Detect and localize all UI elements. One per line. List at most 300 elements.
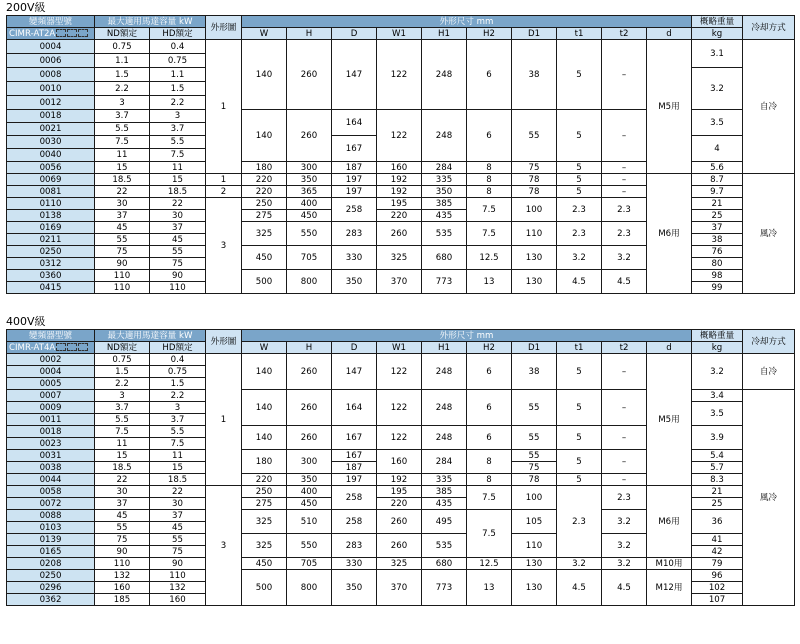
hd-cell: 37 <box>150 510 206 522</box>
hd-cell: 7.5 <box>150 149 206 162</box>
header-weight: 概略重量 <box>692 330 743 342</box>
weight-cell: 5.6 <box>692 162 743 174</box>
model-cell: 0250 <box>7 570 95 582</box>
dim-cell: 284 <box>422 162 467 174</box>
dim-cell: – <box>602 474 647 486</box>
dim-cell: 325 <box>242 510 287 534</box>
nd-cell: 1.1 <box>95 54 150 68</box>
weight-cell: 42 <box>692 546 743 558</box>
model-cell: 0023 <box>7 438 95 450</box>
model-cell: 0018 <box>7 110 95 123</box>
header-dim-d: D <box>332 28 377 40</box>
header-dim-h2: H2 <box>467 28 512 40</box>
dim-cell: 7.5 <box>467 510 512 558</box>
dim-cell: 7.5 <box>467 198 512 222</box>
dim-cell: 350 <box>332 570 377 606</box>
hd-cell: 3 <box>150 402 206 414</box>
header-dim-t1: t1 <box>557 342 602 354</box>
dim-cell: 75 <box>512 462 557 474</box>
nd-cell: 15 <box>95 450 150 462</box>
dim-cell: 335 <box>422 474 467 486</box>
dim-cell: 260 <box>377 534 422 558</box>
nd-cell: 18.5 <box>95 462 150 474</box>
header-dim-w: W <box>242 28 287 40</box>
nd-cell: 3 <box>95 96 150 110</box>
dim-cell: 2.3 <box>602 486 647 510</box>
weight-cell: 5.4 <box>692 450 743 462</box>
weight-cell: 107 <box>692 594 743 606</box>
model-cell: 0081 <box>7 186 95 198</box>
weight-cell: 3.1 <box>692 40 743 68</box>
spec-table-200v <box>6 15 795 294</box>
nd-cell: 15 <box>95 162 150 174</box>
dim-cell: 7.5 <box>467 222 512 246</box>
weight-cell: 3.2 <box>692 354 743 390</box>
dim-cell: 55 <box>512 390 557 426</box>
weight-cell: 25 <box>692 210 743 222</box>
dim-cell: 197 <box>332 474 377 486</box>
model-cell: 0011 <box>7 414 95 426</box>
dim-cell: 8 <box>467 474 512 486</box>
nd-cell: 5.5 <box>95 123 150 136</box>
dim-cell: M10用 <box>647 558 692 570</box>
dim-cell: 195 <box>377 486 422 498</box>
dim-cell: M12用 <box>647 570 692 606</box>
hd-cell: 22 <box>150 486 206 498</box>
hd-cell: 5.5 <box>150 136 206 149</box>
dim-cell: 2.3 <box>602 198 647 222</box>
weight-cell: 4 <box>692 136 743 162</box>
dim-cell: 258 <box>332 486 377 510</box>
dim-cell: 248 <box>422 354 467 390</box>
dim-cell: 100 <box>512 486 557 510</box>
dim-cell: – <box>602 390 647 426</box>
model-cell: 0012 <box>7 96 95 110</box>
nd-cell: 110 <box>95 558 150 570</box>
dim-cell: 122 <box>377 390 422 426</box>
nd-cell: 90 <box>95 546 150 558</box>
dim-cell: 300 <box>287 450 332 474</box>
dim-cell: 365 <box>287 186 332 198</box>
model-code: CIMR-AT4A <box>9 342 56 353</box>
nd-cell: 7.5 <box>95 136 150 149</box>
dim-cell: 164 <box>332 110 377 136</box>
header-weight-unit: kg <box>692 342 743 354</box>
dim-cell: 5 <box>557 354 602 390</box>
weight-cell: 41 <box>692 534 743 546</box>
dim-cell: 187 <box>332 162 377 174</box>
model-cell: 0056 <box>7 162 95 174</box>
model-cell: 0165 <box>7 546 95 558</box>
dim-cell: 6 <box>467 110 512 162</box>
dim-cell: 248 <box>422 110 467 162</box>
hd-cell: 18.5 <box>150 186 206 198</box>
dim-cell: 550 <box>287 222 332 246</box>
dim-cell: 283 <box>332 222 377 246</box>
dim-cell: 800 <box>287 270 332 294</box>
nd-cell: 11 <box>95 438 150 450</box>
dim-cell: 284 <box>422 450 467 474</box>
dim-cell: 330 <box>332 558 377 570</box>
dim-cell: 3.2 <box>557 558 602 570</box>
dim-cell: 6 <box>467 354 512 390</box>
header-dim-d: d <box>647 342 692 354</box>
dim-cell: 192 <box>377 186 422 198</box>
dim-cell: 6 <box>467 426 512 450</box>
dim-cell: 8 <box>467 162 512 174</box>
weight-cell: 3.5 <box>692 110 743 136</box>
shape-cell: 1 <box>206 174 242 186</box>
dim-cell: 140 <box>242 426 287 450</box>
dim-cell: 385 <box>422 198 467 210</box>
dim-cell: 5 <box>557 450 602 474</box>
dim-cell: 220 <box>242 174 287 186</box>
dim-cell: 2.3 <box>557 486 602 558</box>
hd-cell: 110 <box>150 570 206 582</box>
dim-cell: 164 <box>332 390 377 426</box>
header-dim-w1: W1 <box>377 28 422 40</box>
model-code-placeholder-box <box>56 29 66 37</box>
dim-cell: 325 <box>377 246 422 270</box>
dim-cell: 220 <box>242 474 287 486</box>
model-cell: 0169 <box>7 222 95 234</box>
shape-cell: 2 <box>206 186 242 198</box>
weight-cell: 21 <box>692 198 743 210</box>
header-dim-h2: H2 <box>467 342 512 354</box>
dim-cell: 325 <box>242 534 287 558</box>
dim-cell: 705 <box>287 558 332 570</box>
dim-cell: 800 <box>287 570 332 606</box>
dim-cell: 4.5 <box>602 270 647 294</box>
hd-cell: 37 <box>150 222 206 234</box>
dim-cell: 8 <box>467 174 512 186</box>
header-dim-d: d <box>647 28 692 40</box>
shape-cell: 1 <box>206 40 242 174</box>
hd-cell: 22 <box>150 198 206 210</box>
dim-cell: 550 <box>287 534 332 558</box>
nd-cell: 18.5 <box>95 174 150 186</box>
model-cell: 0110 <box>7 198 95 210</box>
dim-cell: 283 <box>332 534 377 558</box>
dim-cell: 140 <box>242 390 287 426</box>
dim-cell: 192 <box>377 474 422 486</box>
model-code-placeholder-box <box>78 29 88 37</box>
dim-cell: 130 <box>512 570 557 606</box>
dim-cell: 100 <box>512 198 557 222</box>
hd-cell: 160 <box>150 594 206 606</box>
dim-cell: 3.2 <box>602 510 647 534</box>
nd-cell: 110 <box>95 270 150 282</box>
model-cell: 0138 <box>7 210 95 222</box>
header-dim-t2: t2 <box>602 28 647 40</box>
header-dim-t2: t2 <box>602 342 647 354</box>
dim-cell: 78 <box>512 474 557 486</box>
dim-cell: 450 <box>242 246 287 270</box>
model-cell: 0312 <box>7 258 95 270</box>
dim-cell: 140 <box>242 354 287 390</box>
nd-cell: 45 <box>95 222 150 234</box>
dim-cell: 275 <box>242 210 287 222</box>
header-model: 變頻器型號 <box>7 330 95 342</box>
dim-cell: 38 <box>512 354 557 390</box>
dim-cell: 13 <box>467 570 512 606</box>
header-model-code <box>7 342 95 354</box>
dim-cell: 220 <box>242 186 287 198</box>
header-dim-h: H <box>287 342 332 354</box>
dim-cell: M5用 <box>647 354 692 486</box>
dim-cell: 385 <box>422 486 467 498</box>
model-cell: 0069 <box>7 174 95 186</box>
dim-cell: 78 <box>512 174 557 186</box>
nd-cell: 22 <box>95 186 150 198</box>
model-cell: 0004 <box>7 366 95 378</box>
weight-cell: 3.9 <box>692 426 743 450</box>
dim-cell: 4.5 <box>557 270 602 294</box>
dim-cell: 325 <box>242 222 287 246</box>
model-code: CIMR-AT2A <box>9 28 56 39</box>
nd-cell: 160 <box>95 582 150 594</box>
dim-cell: 5 <box>557 186 602 198</box>
hd-cell: 75 <box>150 258 206 270</box>
nd-cell: 110 <box>95 282 150 294</box>
hd-cell: 15 <box>150 174 206 186</box>
dim-cell: 197 <box>332 174 377 186</box>
model-cell: 0072 <box>7 498 95 510</box>
weight-cell: 102 <box>692 582 743 594</box>
dim-cell: 5 <box>557 426 602 450</box>
hd-cell: 3.7 <box>150 414 206 426</box>
dim-cell: 3.2 <box>602 246 647 270</box>
hd-cell: 5.5 <box>150 426 206 438</box>
hd-cell: 132 <box>150 582 206 594</box>
nd-cell: 75 <box>95 246 150 258</box>
dim-cell: 8 <box>467 450 512 474</box>
cooling-cell: 自冷 <box>743 40 795 174</box>
dim-cell: 130 <box>512 246 557 270</box>
dim-cell: 330 <box>332 246 377 270</box>
weight-cell: 38 <box>692 234 743 246</box>
dim-cell: 167 <box>332 426 377 450</box>
model-cell: 0005 <box>7 378 95 390</box>
dim-cell: 2.3 <box>557 222 602 246</box>
dim-cell: 248 <box>422 40 467 110</box>
weight-cell: 8.7 <box>692 174 743 186</box>
shape-cell: 3 <box>206 486 242 606</box>
header-weight: 概略重量 <box>692 16 743 28</box>
dim-cell: 260 <box>287 426 332 450</box>
dim-cell: 7.5 <box>467 486 512 510</box>
header-model: 變頻器型號 <box>7 16 95 28</box>
weight-cell: 8.3 <box>692 474 743 486</box>
hd-cell: 1.5 <box>150 82 206 96</box>
weight-cell: 98 <box>692 270 743 282</box>
dim-cell: 197 <box>332 186 377 198</box>
dim-cell: 260 <box>287 354 332 390</box>
header-capacity: 最大適用馬達容量 kW <box>95 330 206 342</box>
hd-cell: 75 <box>150 546 206 558</box>
dim-cell: 2.3 <box>557 198 602 222</box>
dim-cell: 260 <box>287 110 332 162</box>
model-cell: 0415 <box>7 282 95 294</box>
dim-cell: – <box>602 354 647 390</box>
nd-cell: 5.5 <box>95 414 150 426</box>
dim-cell: 5 <box>557 390 602 426</box>
model-cell: 0038 <box>7 462 95 474</box>
dim-cell: 122 <box>377 40 422 110</box>
dim-cell: 8 <box>467 186 512 198</box>
nd-cell: 3.7 <box>95 110 150 123</box>
hd-cell: 45 <box>150 522 206 534</box>
dim-cell: 535 <box>422 222 467 246</box>
dim-cell: 248 <box>422 390 467 426</box>
model-cell: 0007 <box>7 390 95 402</box>
hd-cell: 2.2 <box>150 96 206 110</box>
model-code-placeholder-box <box>67 343 77 351</box>
nd-cell: 11 <box>95 149 150 162</box>
model-cell: 0008 <box>7 68 95 82</box>
dim-cell: – <box>602 450 647 474</box>
dim-cell: 535 <box>422 534 467 558</box>
hd-cell: 1.1 <box>150 68 206 82</box>
dim-cell: – <box>602 186 647 198</box>
dim-cell: 5 <box>557 40 602 110</box>
dim-cell: 773 <box>422 570 467 606</box>
nd-cell: 2.2 <box>95 82 150 96</box>
dim-cell: 258 <box>332 198 377 222</box>
dim-cell: 350 <box>332 270 377 294</box>
dim-cell: 3.2 <box>602 534 647 558</box>
dim-cell: 147 <box>332 354 377 390</box>
header-cooling: 冷却方式 <box>743 16 795 40</box>
model-cell: 0031 <box>7 450 95 462</box>
header-capacity: 最大適用馬達容量 kW <box>95 16 206 28</box>
weight-cell: 3.2 <box>692 68 743 110</box>
dim-cell: 12.5 <box>467 558 512 570</box>
model-cell: 0006 <box>7 54 95 68</box>
cooling-cell: 自冷 <box>743 354 795 390</box>
nd-cell: 75 <box>95 534 150 546</box>
hd-cell: 30 <box>150 498 206 510</box>
model-cell: 0044 <box>7 474 95 486</box>
dim-cell: 258 <box>332 510 377 534</box>
weight-cell: 5.7 <box>692 462 743 474</box>
model-cell: 0004 <box>7 40 95 54</box>
dim-cell: 5 <box>557 110 602 162</box>
dim-cell: – <box>602 162 647 174</box>
header-nd: ND額定 <box>95 342 150 354</box>
dim-cell: 147 <box>332 40 377 110</box>
nd-cell: 37 <box>95 498 150 510</box>
dim-cell: 130 <box>512 558 557 570</box>
nd-cell: 7.5 <box>95 426 150 438</box>
dim-cell: 335 <box>422 174 467 186</box>
dim-cell: 167 <box>332 136 377 162</box>
dim-cell: 400 <box>287 198 332 210</box>
dim-cell: 450 <box>287 210 332 222</box>
dim-cell: 450 <box>287 498 332 510</box>
hd-cell: 0.4 <box>150 40 206 54</box>
nd-cell: 22 <box>95 474 150 486</box>
hd-cell: 0.4 <box>150 354 206 366</box>
header-dim-h: H <box>287 28 332 40</box>
shape-cell: 3 <box>206 198 242 294</box>
dim-cell: 450 <box>242 558 287 570</box>
nd-cell: 1.5 <box>95 366 150 378</box>
dim-cell: 38 <box>512 40 557 110</box>
dim-cell: 55 <box>512 110 557 162</box>
model-cell: 0139 <box>7 534 95 546</box>
hd-cell: 11 <box>150 162 206 174</box>
nd-cell: 3.7 <box>95 402 150 414</box>
dim-cell: 130 <box>512 270 557 294</box>
header-dim-w1: W1 <box>377 342 422 354</box>
dim-cell: 773 <box>422 270 467 294</box>
hd-cell: 55 <box>150 534 206 546</box>
dim-cell: 260 <box>377 222 422 246</box>
dim-cell: M5用 <box>647 40 692 174</box>
dim-cell: 180 <box>242 450 287 474</box>
weight-cell: 25 <box>692 498 743 510</box>
dim-cell: 260 <box>287 40 332 110</box>
weight-cell: 21 <box>692 486 743 498</box>
dim-cell: M6用 <box>647 174 692 294</box>
hd-cell: 11 <box>150 450 206 462</box>
model-code-placeholder-box <box>56 343 66 351</box>
nd-cell: 55 <box>95 234 150 246</box>
dim-cell: 275 <box>242 498 287 510</box>
dim-cell: 122 <box>377 110 422 162</box>
dim-cell: 350 <box>287 174 332 186</box>
hd-cell: 0.75 <box>150 54 206 68</box>
weight-cell: 96 <box>692 570 743 582</box>
header-shape: 外形圖 <box>206 330 242 354</box>
dim-cell: 105 <box>512 510 557 534</box>
model-cell: 0010 <box>7 82 95 96</box>
dim-cell: 6 <box>467 40 512 110</box>
dim-cell: 680 <box>422 558 467 570</box>
dim-cell: 5 <box>557 174 602 186</box>
header-nd: ND額定 <box>95 28 150 40</box>
dim-cell: 110 <box>512 534 557 558</box>
header-cooling: 冷却方式 <box>743 330 795 354</box>
dim-cell: – <box>602 174 647 186</box>
model-cell: 0208 <box>7 558 95 570</box>
dim-cell: 2.3 <box>602 222 647 246</box>
weight-cell: 9.7 <box>692 186 743 198</box>
section-title-400v: 400V級 <box>6 315 46 328</box>
weight-cell: 3.4 <box>692 390 743 402</box>
header-shape: 外形圖 <box>206 16 242 40</box>
model-cell: 0030 <box>7 136 95 149</box>
header-dim-d: D <box>332 342 377 354</box>
dim-cell: 55 <box>512 450 557 462</box>
nd-cell: 90 <box>95 258 150 270</box>
dim-cell: 55 <box>512 426 557 450</box>
dim-cell: 370 <box>377 270 422 294</box>
model-cell: 0018 <box>7 426 95 438</box>
model-code-placeholder-box <box>67 29 77 37</box>
dim-cell: 370 <box>377 570 422 606</box>
header-dimensions: 外形尺寸 mm <box>242 330 692 342</box>
nd-cell: 55 <box>95 522 150 534</box>
dim-cell: 140 <box>242 110 287 162</box>
header-dim-h1: H1 <box>422 28 467 40</box>
hd-cell: 30 <box>150 210 206 222</box>
dim-cell: 248 <box>422 426 467 450</box>
dim-cell: 195 <box>377 198 422 210</box>
dim-cell: 140 <box>242 40 287 110</box>
model-cell: 0088 <box>7 510 95 522</box>
